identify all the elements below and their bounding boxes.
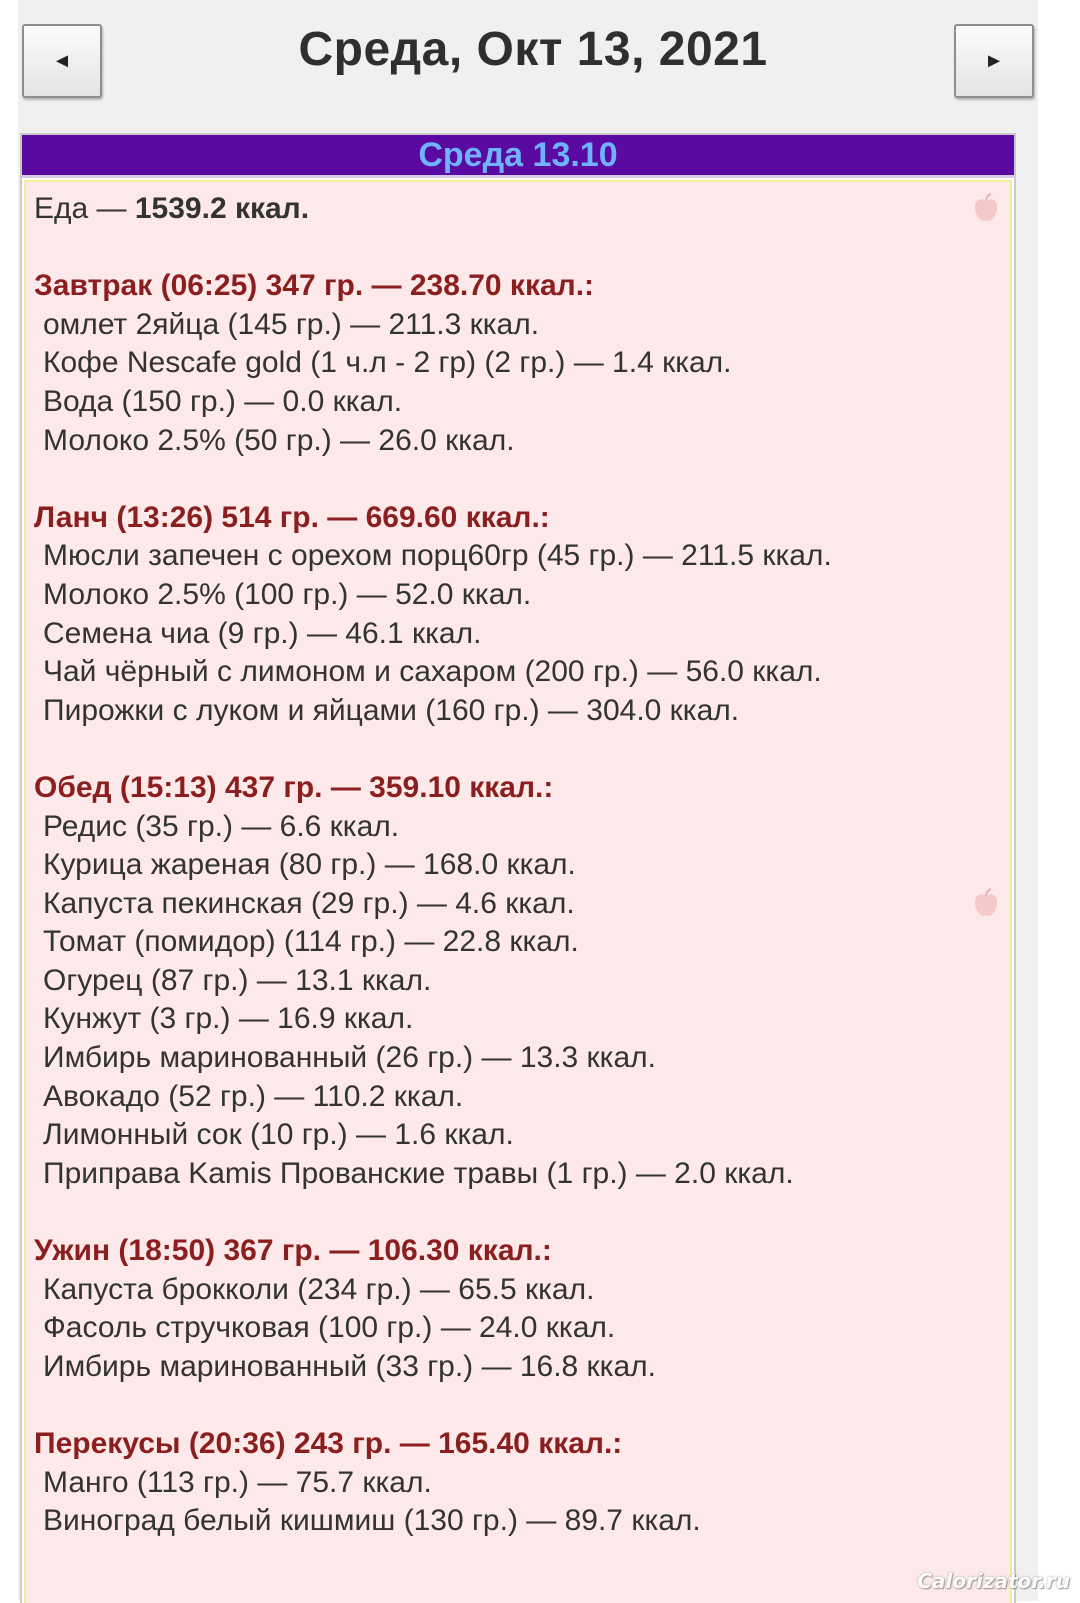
apple-icon bbox=[973, 888, 999, 918]
meal-dinner bbox=[34, 769, 1010, 1194]
meal-lunch bbox=[34, 499, 1010, 731]
apple-icon bbox=[973, 193, 999, 223]
food-total bbox=[34, 190, 1010, 229]
list-item: Вода (150 гр.) — 0.0 ккал. bbox=[43, 384, 403, 418]
page-title: Среда, Окт 13, 2021 bbox=[298, 23, 768, 76]
list-item: Лимонный сок (10 гр.) — 1.6 ккал. bbox=[43, 1118, 514, 1152]
meal-title: Обед (15:13) 437 гр. — 359.10 ккал.: bbox=[34, 770, 554, 804]
list-item: Редис (35 гр.) — 6.6 ккал. bbox=[43, 809, 400, 843]
meal-title: Ланч (13:26) 514 гр. — 669.60 ккал.: bbox=[34, 500, 550, 534]
list-item: омлет 2яйца (145 гр.) — 211.3 ккал. bbox=[43, 307, 540, 341]
food-log bbox=[24, 180, 1012, 1603]
arrow-left-icon: ◄ bbox=[52, 49, 72, 72]
list-item: Огурец (87 гр.) — 13.1 ккал. bbox=[43, 963, 432, 997]
list-item: Кунжут (3 гр.) — 16.9 ккал. bbox=[43, 1002, 414, 1036]
meal-title: Ужин (18:50) 367 гр. — 106.30 ккал.: bbox=[34, 1234, 552, 1268]
list-item: Семена чиа (9 гр.) — 46.1 ккал. bbox=[43, 616, 482, 650]
day-panel bbox=[20, 133, 1016, 1603]
list-item: Имбирь маринованный (33 гр.) — 16.8 ккал. bbox=[43, 1349, 656, 1383]
list-item: Имбирь маринованный (26 гр.) — 13.3 ккал. bbox=[43, 1041, 656, 1075]
day-header: Среда 13.10 bbox=[22, 135, 1014, 178]
list-item: Курица жареная (80 гр.) — 168.0 ккал. bbox=[43, 848, 576, 882]
list-item: Молоко 2.5% (50 гр.) — 26.0 ккал. bbox=[43, 423, 515, 457]
previous-day-button[interactable] bbox=[22, 24, 102, 98]
list-item: Виноград белый кишмиш (130 гр.) — 89.7 ккал. bbox=[43, 1504, 701, 1538]
meal-title: Перекусы (20:36) 243 гр. — 165.40 ккал.: bbox=[34, 1427, 623, 1460]
date-navigation bbox=[18, 0, 1038, 120]
list-item: Фасоль стручковая (100 гр.) — 24.0 ккал. bbox=[43, 1311, 616, 1345]
arrow-right-icon: ► bbox=[984, 49, 1004, 72]
diary-page bbox=[18, 0, 1038, 1601]
list-item: Мюсли запечен с орехом порц60гр (45 гр.) — 211.5 ккал. bbox=[43, 539, 832, 573]
list-item: Чай чёрный с лимоном и сахаром (200 гр.) — 56.0 ккал. bbox=[43, 655, 822, 689]
list-item: Капуста пекинская (29 гр.) — 4.6 ккал. bbox=[43, 886, 575, 920]
food-total-value: 1539.2 ккал. bbox=[134, 192, 310, 225]
meal-snacks bbox=[34, 1425, 1010, 1541]
list-item: Томат (помидор) (114 гр.) — 22.8 ккал. bbox=[43, 925, 579, 959]
meal-breakfast bbox=[34, 267, 1010, 460]
list-item: Манго (113 гр.) — 75.7 ккал. bbox=[43, 1465, 432, 1499]
list-item: Кофе Nescafe gold (1 ч.л - 2 гр) (2 гр.) — 1.4 ккал. bbox=[43, 346, 732, 380]
list-item: Пирожки с луком и яйцами (160 гр.) — 304.0 ккал. bbox=[43, 693, 740, 727]
next-day-button[interactable] bbox=[954, 24, 1034, 98]
list-item: Приправа Kamis Прованские травы (1 гр.) — 2.0 ккал. bbox=[43, 1156, 794, 1190]
list-item: Капуста брокколи (234 гр.) — 65.5 ккал. bbox=[43, 1272, 595, 1306]
watermark: Calorizator.ru bbox=[917, 1569, 1070, 1593]
list-item: Авокадо (52 гр.) — 110.2 ккал. bbox=[43, 1079, 464, 1113]
list-item: Молоко 2.5% (100 гр.) — 52.0 ккал. bbox=[43, 577, 532, 611]
meal-title: Завтрак (06:25) 347 гр. — 238.70 ккал.: bbox=[34, 269, 595, 303]
meal-supper bbox=[34, 1232, 1010, 1386]
food-total-label: Еда — bbox=[34, 192, 135, 225]
